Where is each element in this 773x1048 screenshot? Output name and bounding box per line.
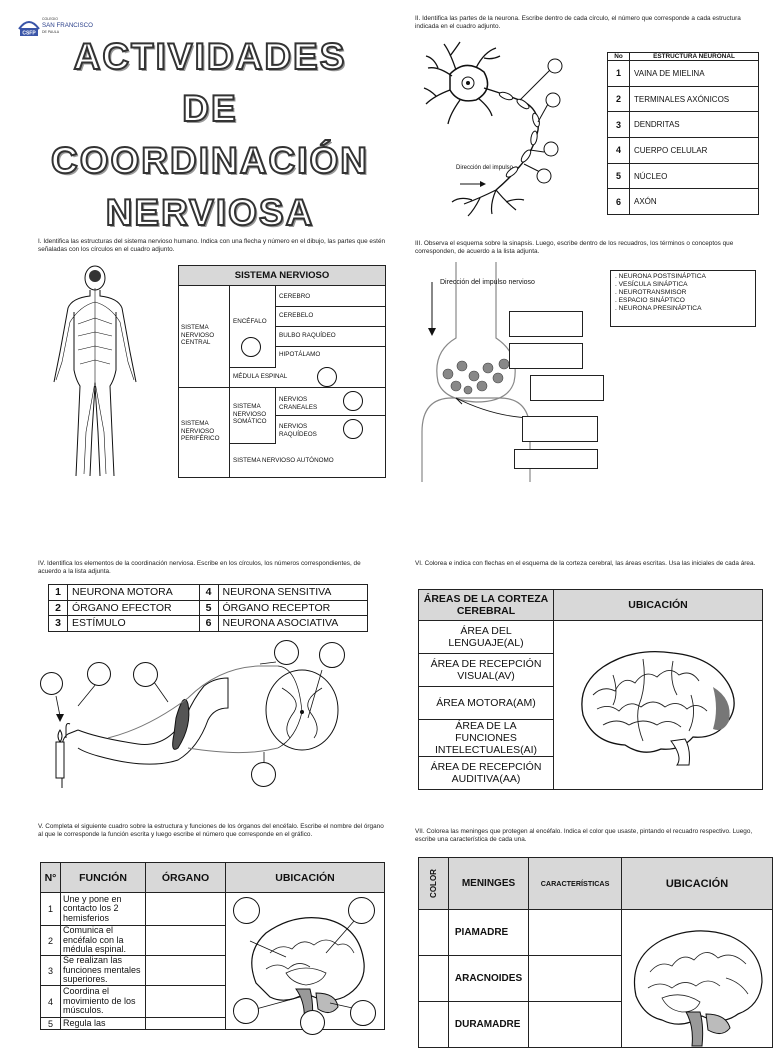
caract-input-cell[interactable] <box>529 910 622 956</box>
encephalon-header-no: N° <box>41 863 61 893</box>
neuron-diagram <box>420 38 598 218</box>
answer-circle[interactable] <box>317 367 337 387</box>
row-function: Comunica el encéfalo con la médula espinal. <box>61 926 146 956</box>
area-label: ÁREA DE RECEPCIÓN VISUAL(AV) <box>419 654 554 687</box>
section3-instruction: III. Observa el esquema sobre la sinapsis. Luego, escribe dentro de los recuadros, los términos o conceptos que corresponden, de acuerdo a la lista adjunta. <box>415 240 734 255</box>
label-autonomo: SISTEMA NERVIOSO AUTÓNOMO <box>233 457 334 464</box>
label-central: SISTEMA NERVIOSO CENTRAL <box>181 324 215 347</box>
label-hipotalamo: HIPOTÁLAMO <box>279 351 321 358</box>
caract-input-cell[interactable] <box>529 956 622 1002</box>
section6-instruction: VI. Colorea e indica con flechas en el esquema de la corteza cerebral, las áreas escritas. Usa las iniciales de cada área. <box>415 560 756 567</box>
cortex-location-cell[interactable] <box>554 621 763 790</box>
table-row <box>608 112 759 138</box>
meninges-header-caract: CARACTERÍSTICAS <box>529 858 622 910</box>
table-row <box>608 61 759 87</box>
table-row <box>608 138 759 164</box>
encephalon-header-ubicacion: UBICACIÓN <box>226 863 385 893</box>
color-swatch-cell[interactable] <box>419 1002 449 1048</box>
row-number: 4 <box>41 986 61 1018</box>
organo-input-cell[interactable] <box>146 986 226 1018</box>
title-line-2: DE <box>182 88 238 129</box>
area-label: ÁREA MOTORA(AM) <box>419 687 554 720</box>
row-number: 4 <box>199 585 218 601</box>
answer-circle[interactable] <box>87 662 111 686</box>
row-label: DENDRITAS <box>630 112 759 138</box>
row-number: 6 <box>199 616 218 632</box>
nervous-system-table-title: SISTEMA NERVIOSO <box>179 266 385 286</box>
row-function: Une y pone en contacto los 2 hemisferios <box>61 893 146 926</box>
title-line-1: ACTIVIDADES <box>73 36 347 77</box>
list-item: . NEURONA POSTSINÁPTICA <box>615 273 706 280</box>
row-function: Coordina el movimiento de los músculos. <box>61 986 146 1018</box>
neuron-table-header-no: No <box>608 53 630 61</box>
row-number: 3 <box>608 112 630 138</box>
neuron-table-header-struct: ESTRUCTURA NEURONAL <box>630 53 759 61</box>
organo-input-cell[interactable] <box>146 926 226 956</box>
area-label: ÁREA DE LA FUNCIONES INTELECTUALES(AI) <box>419 720 554 757</box>
table-row <box>419 910 773 956</box>
synapse-direction-text: Dirección del impulso nervioso <box>440 279 535 286</box>
answer-circle[interactable] <box>241 337 261 357</box>
answer-circle[interactable] <box>343 419 363 439</box>
row-number: 1 <box>49 585 68 601</box>
label-medula: MÉDULA ESPINAL <box>233 373 288 380</box>
title-line-3: COORDINACIÓN <box>51 140 369 181</box>
answer-circle[interactable] <box>300 1010 325 1035</box>
row-number: 2 <box>608 86 630 112</box>
answer-circle[interactable] <box>348 897 375 924</box>
brain-meninges-icon <box>622 916 772 1046</box>
caract-input-cell[interactable] <box>529 1002 622 1048</box>
section2-instruction: II. Identifica las partes de la neurona. Escribe dentro de cada círculo, el número que corresponde a cada estructura indicada en el cuadro adjunto. <box>415 15 741 30</box>
label-encefalo: ENCÉFALO <box>233 318 267 325</box>
list-item: . ESPACIO SINÁPTICO <box>615 297 685 305</box>
organo-input-cell[interactable] <box>146 956 226 986</box>
meninges-header-meninges: MENINGES <box>448 858 528 910</box>
row-number: 6 <box>608 189 630 215</box>
logo-line3: DE PAULA <box>42 30 60 34</box>
row-number: 5 <box>608 163 630 189</box>
label-cerebelo: CEREBELO <box>279 312 314 319</box>
answer-box[interactable] <box>514 449 598 469</box>
row-number: 3 <box>49 616 68 632</box>
row-label: NÚCLEO <box>630 163 759 189</box>
cerebral-cortex-table <box>418 589 763 790</box>
table-row <box>49 600 368 616</box>
row-number: 1 <box>608 61 630 87</box>
meninges-table <box>418 857 773 1048</box>
table-row <box>49 616 368 632</box>
row-label: ÓRGANO RECEPTOR <box>218 600 368 616</box>
table-row <box>608 163 759 189</box>
brain-lateral-icon <box>573 645 743 765</box>
area-label: ÁREA DE RECEPCIÓN AUDITIVA(AA) <box>419 757 554 790</box>
row-number: 5 <box>199 600 218 616</box>
meninge-label: DURAMADRE <box>448 1002 528 1048</box>
logo-line2: SAN FRANCISCO <box>42 22 93 29</box>
answer-circle[interactable] <box>40 672 63 695</box>
page-title <box>40 36 380 233</box>
meninge-label: PIAMADRE <box>448 910 528 956</box>
answer-circle[interactable] <box>233 897 260 924</box>
table-row <box>49 585 368 601</box>
row-label: NEURONA MOTORA <box>68 585 200 601</box>
row-number: 5 <box>41 1018 61 1030</box>
row-label: ÓRGANO EFECTOR <box>68 600 200 616</box>
area-label: ÁREA DEL LENGUAJE(AL) <box>419 621 554 654</box>
table-row <box>608 86 759 112</box>
meninges-location-cell[interactable] <box>622 910 773 1048</box>
answer-box[interactable] <box>509 311 583 337</box>
encephalon-organs-table <box>40 862 385 1030</box>
label-raquideos: NERVIOS RAQUÍDEOS <box>279 423 317 438</box>
row-function: Se realizan las funciones mentales superiores. <box>61 956 146 986</box>
row-label: AXÓN <box>630 189 759 215</box>
answer-circle[interactable] <box>350 1000 376 1026</box>
row-label: VAINA DE MIELINA <box>630 61 759 87</box>
answer-circle[interactable] <box>233 998 259 1024</box>
row-label: TERMINALES AXÓNICOS <box>630 86 759 112</box>
organo-input-cell[interactable] <box>146 1018 226 1030</box>
meninges-header-color-text: COLOR <box>428 869 438 898</box>
logo-acronym: CSFP <box>22 30 36 37</box>
logo-line1: COLEGIO <box>42 17 58 21</box>
list-item: . NEURONA PRESINÁPTICA <box>615 305 702 313</box>
answer-box[interactable] <box>530 375 604 401</box>
synapse-direction-label <box>440 279 535 286</box>
school-crest-icon <box>17 17 41 37</box>
row-number: 4 <box>608 138 630 164</box>
synapse-term-list <box>610 270 756 327</box>
row-number: 2 <box>49 600 68 616</box>
answer-box[interactable] <box>522 416 598 442</box>
row-label: NEURONA SENSITIVA <box>218 585 368 601</box>
answer-box[interactable] <box>509 343 583 369</box>
list-item: . NEUROTRANSMISOR <box>615 289 687 297</box>
encephalon-header-organo: ÓRGANO <box>146 863 226 893</box>
cortex-header-areas: ÁREAS DE LA CORTEZA CEREBRAL <box>419 590 554 621</box>
section5-instruction: V. Completa el siguiente cuadro sobre la estructura y funciones de los órganos del encéfalo. Escribe el nombre del órgano al que le corresponde la función escrita y luego escribe el número que corresponde en el gráfico. <box>38 823 384 838</box>
title-line-4: NERVIOSA <box>105 192 315 233</box>
row-function: Regula las <box>61 1018 146 1030</box>
row-number: 2 <box>41 926 61 956</box>
meninges-header-color <box>419 858 449 910</box>
section1-instruction: I. Identifica las estructuras del sistema nervioso humano. Indica con una flecha y número en el dibujo, las partes que estén señaladas con los círculos en el cuadro adjunto. <box>38 238 386 253</box>
table-row <box>41 893 385 926</box>
row-label: ESTÍMULO <box>68 616 200 632</box>
coordination-elements-table <box>48 584 368 632</box>
row-number: 3 <box>41 956 61 986</box>
color-swatch-cell[interactable] <box>419 910 449 956</box>
meninges-header-ubicacion: UBICACIÓN <box>622 858 773 910</box>
nervous-system-table <box>178 265 386 478</box>
answer-circle[interactable] <box>274 640 299 665</box>
list-item: . VESÍCULA SINÁPTICA <box>615 281 688 289</box>
answer-circle[interactable] <box>319 642 345 668</box>
row-label: CUERPO CELULAR <box>630 138 759 164</box>
meninge-label: ARACNOIDES <box>448 956 528 1002</box>
cortex-header-ubicacion: UBICACIÓN <box>554 590 763 621</box>
organo-input-cell[interactable] <box>146 893 226 926</box>
section4-instruction: IV. Identifica los elementos de la coordinación nerviosa. Escribe en los círculos, los números correspondientes, de acuerdo a la lista adjunta. <box>38 560 361 575</box>
answer-circle[interactable] <box>343 391 363 411</box>
answer-circle[interactable] <box>133 662 158 687</box>
encephalon-header-funcion: FUNCIÓN <box>61 863 146 893</box>
section7-instruction: VII. Colorea las meninges que protegen al encéfalo. Indica el color que usaste, pintando el recuadro respectivo. Luego, escribe una característica de cada una. <box>415 828 753 843</box>
neuron-structure-table <box>607 52 759 215</box>
table-row <box>608 189 759 215</box>
label-bulbo: BULBO RAQUÍDEO <box>279 332 336 339</box>
table-row <box>419 621 763 654</box>
neuron-direction-label: Dirección del impulso <box>456 165 514 171</box>
row-number: 1 <box>41 893 61 926</box>
label-periferico: SISTEMA NERVIOSO PERIFÉRICO <box>181 420 220 443</box>
label-cerebro: CEREBRO <box>279 293 311 300</box>
color-swatch-cell[interactable] <box>419 956 449 1002</box>
row-label: NEURONA ASOCIATIVA <box>218 616 368 632</box>
human-nervous-system-figure <box>40 262 150 484</box>
label-craneales: NERVIOS CRANEALES <box>279 396 318 411</box>
answer-circle[interactable] <box>251 762 276 787</box>
label-somatico: SISTEMA NERVIOSO SOMÁTICO <box>233 403 267 426</box>
